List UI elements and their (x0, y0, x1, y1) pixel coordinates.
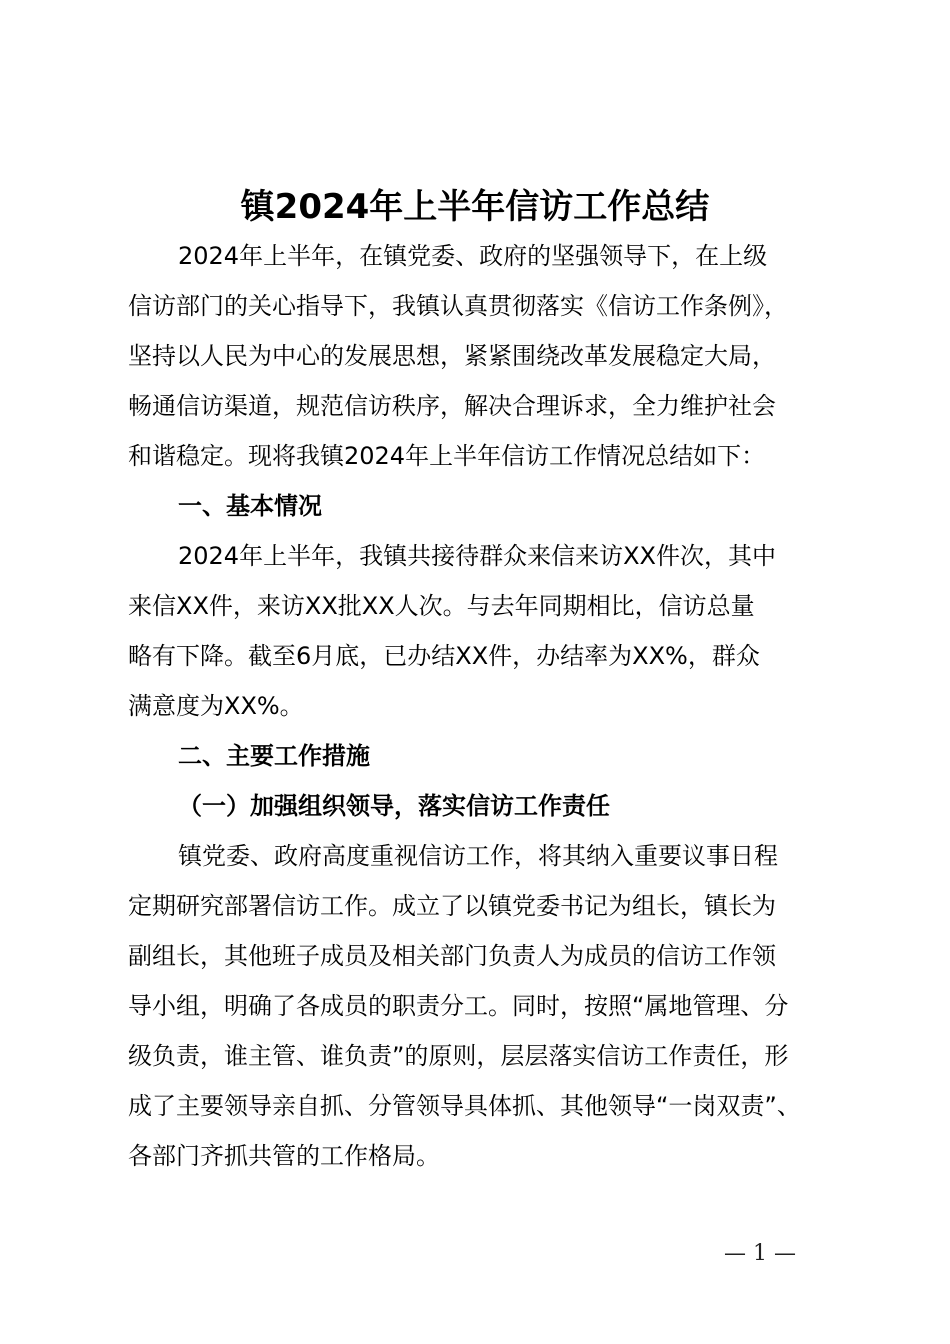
paragraph-line: 镇党委、政府高度重视信访工作，将其纳入重要议事日程 (178, 842, 778, 870)
section-heading-basic: 一、基本情况 (178, 492, 322, 520)
page-number: — 1 — (724, 1241, 796, 1266)
subsection-heading: （一）加强组织领导，落实信访工作责任 (178, 792, 610, 820)
paragraph-line: 各部门齐抓共管的工作格局。 (128, 1142, 440, 1170)
paragraph-line: 坚持以人民为中心的发展思想，紧紧围绕改革发展稳定大局， (128, 342, 776, 370)
paragraph-line: 导小组，明确了各成员的职责分工。同时，按照“属地管理、分 (128, 992, 789, 1020)
paragraph-line: 略有下降。截至6月底，已办结XX件，办结率为XX%，群众 (128, 642, 760, 670)
paragraph-line: 2024年上半年，在镇党委、政府的坚强领导下，在上级 (178, 242, 768, 270)
paragraph-line: 满意度为XX%。 (128, 692, 304, 720)
document-title: 镇2024年上半年信访工作总结 (240, 187, 710, 227)
paragraph-line: 副组长，其他班子成员及相关部门负责人为成员的信访工作领 (128, 942, 776, 970)
paragraph-line: 2024年上半年，我镇共接待群众来信来访XX件次，其中 (178, 542, 776, 570)
paragraph-line: 定期研究部署信访工作。成立了以镇党委书记为组长，镇长为 (128, 892, 776, 920)
paragraph-line: 级负责，谁主管、谁负责”的原则，层层落实信访工作责任，形 (128, 1042, 789, 1070)
paragraph-line: 来信XX件，来访XX批XX人次。与去年同期相比，信访总量 (128, 592, 755, 620)
paragraph-line: 成了主要领导亲自抓、分管领导具体抓、其他领导“一岗双责”、 (128, 1092, 801, 1120)
paragraph-line: 畅通信访渠道，规范信访秩序，解决合理诉求，全力维护社会 (128, 392, 776, 420)
paragraph-line: 和谐稳定。现将我镇2024年上半年信访工作情况总结如下： (128, 442, 766, 470)
section-heading-measures: 二、主要工作措施 (178, 742, 370, 770)
paragraph-line: 信访部门的关心指导下，我镇认真贯彻落实《信访工作条例》， (128, 292, 788, 320)
